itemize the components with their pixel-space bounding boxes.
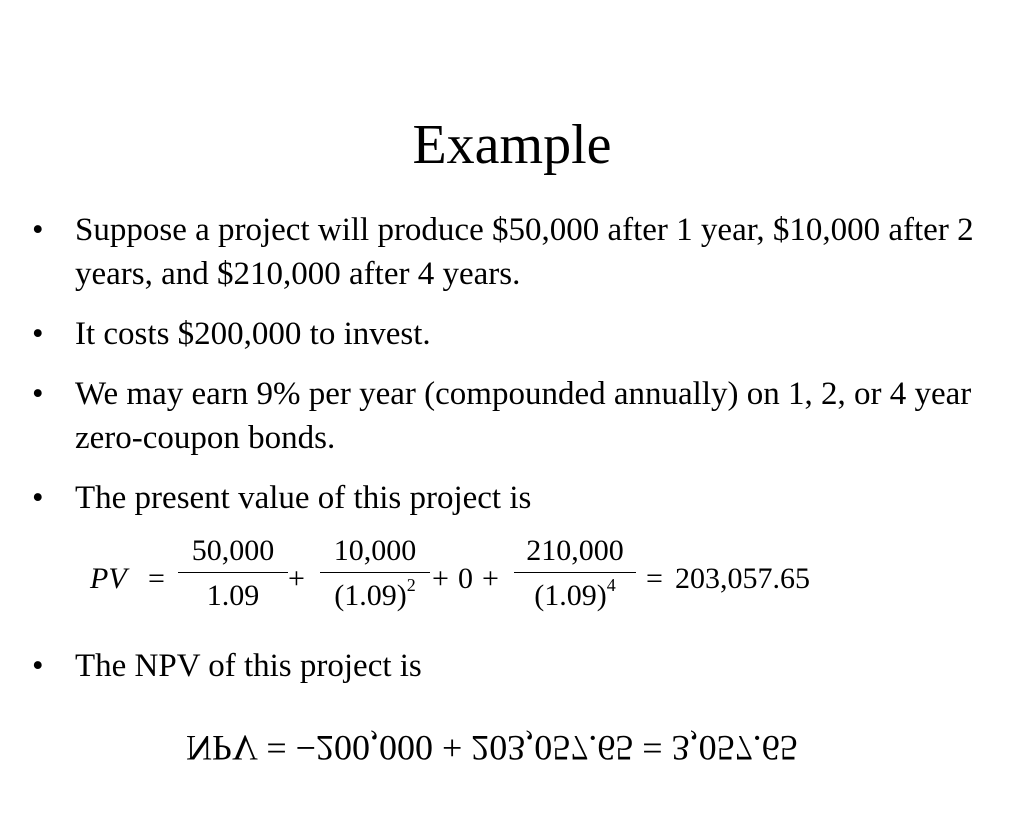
bullet-dot: • [32, 212, 44, 248]
term-1-numerator: 50,000 [178, 534, 288, 573]
term-4-base: (1.09) [534, 579, 607, 612]
bullet-text: The present value of this project is [75, 480, 532, 516]
bullet-text: We may earn 9% per year (compounded annually) on 1, 2, or 4 year zero-coupon bonds. [75, 376, 972, 456]
term-4-exponent: 4 [606, 575, 616, 595]
bullet-item [32, 476, 992, 520]
term-3: 0 [458, 562, 473, 595]
term-1-denominator: 1.09 [206, 579, 260, 612]
bullet-item [32, 312, 992, 356]
bullet-dot: • [32, 376, 44, 412]
term-2-denominator [320, 573, 430, 613]
pv-term-2 [320, 534, 430, 613]
equals-sign: = [646, 562, 663, 595]
term-4-numerator: 210,000 [514, 534, 636, 573]
plus-sign: + [482, 562, 499, 595]
bullet-dot: • [32, 316, 44, 352]
npv-equation: NPV = −200,000 + 203,057.65 = 3,057.65 [186, 728, 798, 768]
bullet-dot: • [32, 648, 44, 684]
slide-title: Example [412, 114, 612, 176]
plus-sign: + [288, 562, 305, 595]
term-2-base: (1.09) [334, 579, 407, 612]
term-4-denominator [514, 573, 636, 613]
bullet-text: The NPV of this project is [75, 648, 422, 684]
bullet-item [32, 372, 992, 460]
bullet-text: It costs $200,000 to invest. [75, 316, 431, 352]
pv-symbol: PV [90, 562, 127, 595]
bullet-dot: • [32, 480, 44, 516]
term-2-numerator: 10,000 [320, 534, 430, 573]
pv-term-1 [178, 534, 288, 613]
bullet-item [32, 208, 992, 296]
pv-result: 203,057.65 [675, 562, 810, 595]
term-2-exponent: 2 [406, 575, 416, 595]
bullet-text: Suppose a project will produce $50,000 after 1 year, $10,000 after 2 years, and $210,000 after 4 years. [75, 212, 974, 292]
bullet-item [32, 644, 1024, 688]
equals-sign: = [148, 562, 165, 595]
plus-sign: + [432, 562, 449, 595]
pv-term-4 [514, 534, 636, 613]
